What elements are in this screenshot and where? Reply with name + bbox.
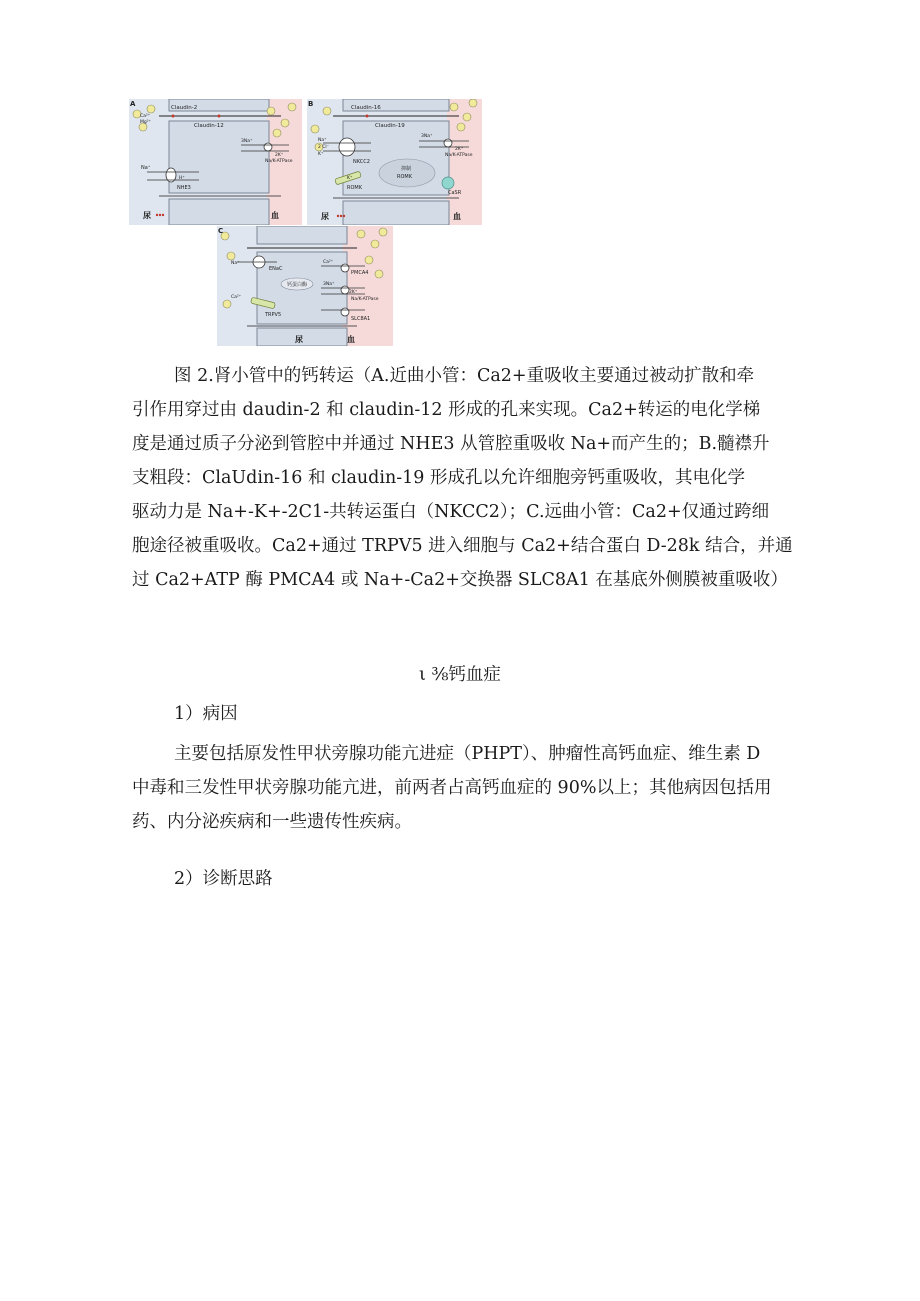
caption-line: 驱动力是 Na+-K+-2C1-共转运蛋白（NKCC2）；C.远曲小管：Ca2+仅通过跨细 [132, 502, 770, 522]
na-label: Na⁺ [141, 165, 151, 171]
na-label-b: Na⁺ [318, 138, 327, 143]
blood-label-b: 血 [453, 212, 461, 221]
mg-label: Mg²⁺ [140, 120, 151, 125]
calbindin-label: 钙蛋白酶 [287, 282, 308, 288]
na-label-c: Na⁺ [231, 261, 240, 266]
figure-panel-b [307, 99, 482, 225]
enac-label: ENaC [269, 266, 283, 272]
claudin19-label: Claudin-19 [375, 123, 405, 129]
atpase-label: Na/K-ATPase [265, 159, 293, 164]
k2-label-b: 2K⁺ [455, 147, 464, 152]
caption-line: 度是通过质子分泌到管腔中并通过 NHE3 从管腔重吸收 Na+而产生的；B.髓襟升 [132, 434, 770, 454]
atpase-label-c: Na/K-ATPase [351, 297, 379, 302]
caption-line: 引作用穿过由 daudin-2 和 claudin-12 形成的孔来实现。Ca2+转运的电化学梯 [132, 400, 761, 420]
h-label: H⁺ [179, 176, 185, 181]
claudin12-label: Claudin-12 [194, 123, 224, 129]
panel-a-diagram [129, 99, 302, 225]
panel-c-letter: C [218, 227, 224, 235]
cl-label: 2 Cl⁻ [318, 145, 330, 150]
panel-b-letter: B [308, 100, 314, 108]
k-out-label: K⁺ [347, 176, 353, 181]
subheading-cause: 1）病因 [174, 704, 238, 724]
urine-label-c: 尿 [295, 335, 303, 344]
panel-a-letter: A [130, 100, 136, 108]
caption-line: 图 2.肾小管中的钙转运（A.近曲小管：Ca2+重吸收主要通过被动扩散和牵 [174, 366, 755, 386]
claudin2-label: Claudin-2 [171, 105, 198, 111]
romk-label: ROMK [347, 185, 363, 191]
k2-label-c: 2K⁺ [349, 290, 358, 295]
nhe3-label: NHE3 [177, 185, 191, 191]
inhibit-label: 抑制 [401, 166, 412, 172]
figure-panel-a [129, 99, 302, 225]
na3-label-c: 3Na⁺ [323, 282, 335, 287]
body-line: 药、内分泌疾病和一些遗传性疾病。 [132, 812, 412, 832]
panel-c-diagram [217, 226, 393, 346]
caption-line: 支粗段：ClaUdin-16 和 claudin-19 形成孔以允许细胞旁钙重吸收，其电化学 [132, 468, 745, 488]
caption-line: 胞途径被重吸收。Ca2+通过 TRPV5 进入细胞与 Ca2+结合蛋白 D-28k 结合，并通 [132, 536, 793, 556]
body-line: 中毒和三发性甲状旁腺功能亢进，前两者占高钙血症的 90%以上；其他病因包括用 [132, 778, 772, 798]
section-heading: ι ⅜钙血症 [419, 665, 501, 685]
na3-label-b: 3Na⁺ [421, 134, 433, 139]
romk-inhibit-label: ROMK [397, 174, 413, 180]
caption-line: 过 Ca2+ATP 酶 PMCA4 或 Na+-Ca2+交换器 SLC8A1 在基底外侧膜被重吸收） [132, 570, 788, 590]
ca-in-label: Ca²⁺ [231, 295, 242, 300]
pmca4-label: PMCA4 [351, 270, 369, 276]
casr-label: CaSR [448, 190, 462, 196]
ca-out-label: Ca²⁺ [323, 260, 334, 265]
urine-label-b: 尿 [321, 212, 329, 221]
k2-label: 2K⁺ [275, 153, 284, 158]
panel-b-diagram [307, 99, 482, 225]
body-paragraph [132, 737, 792, 839]
urine-label: 尿 [143, 211, 151, 220]
claudin16-label: Claudin-16 [351, 105, 381, 111]
figure-caption [132, 359, 792, 597]
k-label: K⁺ [318, 152, 324, 157]
subheading-diagnosis: 2）诊断思路 [174, 869, 273, 889]
blood-label: 血 [271, 211, 279, 220]
figure-panel-c [217, 226, 393, 346]
atpase-label-b: Na/K-ATPase [445, 153, 473, 158]
slc8a1-label: SLC8A1 [351, 316, 371, 322]
nkcc2-label: NKCC2 [353, 159, 370, 165]
trpv5-label: TRPV5 [265, 312, 282, 318]
ca-label: Ca²⁺ [140, 114, 151, 119]
na3-label: 3Na⁺ [241, 139, 253, 144]
body-line: 主要包括原发性甲状旁腺功能亢进症（PHPT）、肿瘤性高钙血症、维生素 D [174, 744, 761, 764]
blood-label-c: 血 [347, 335, 355, 344]
